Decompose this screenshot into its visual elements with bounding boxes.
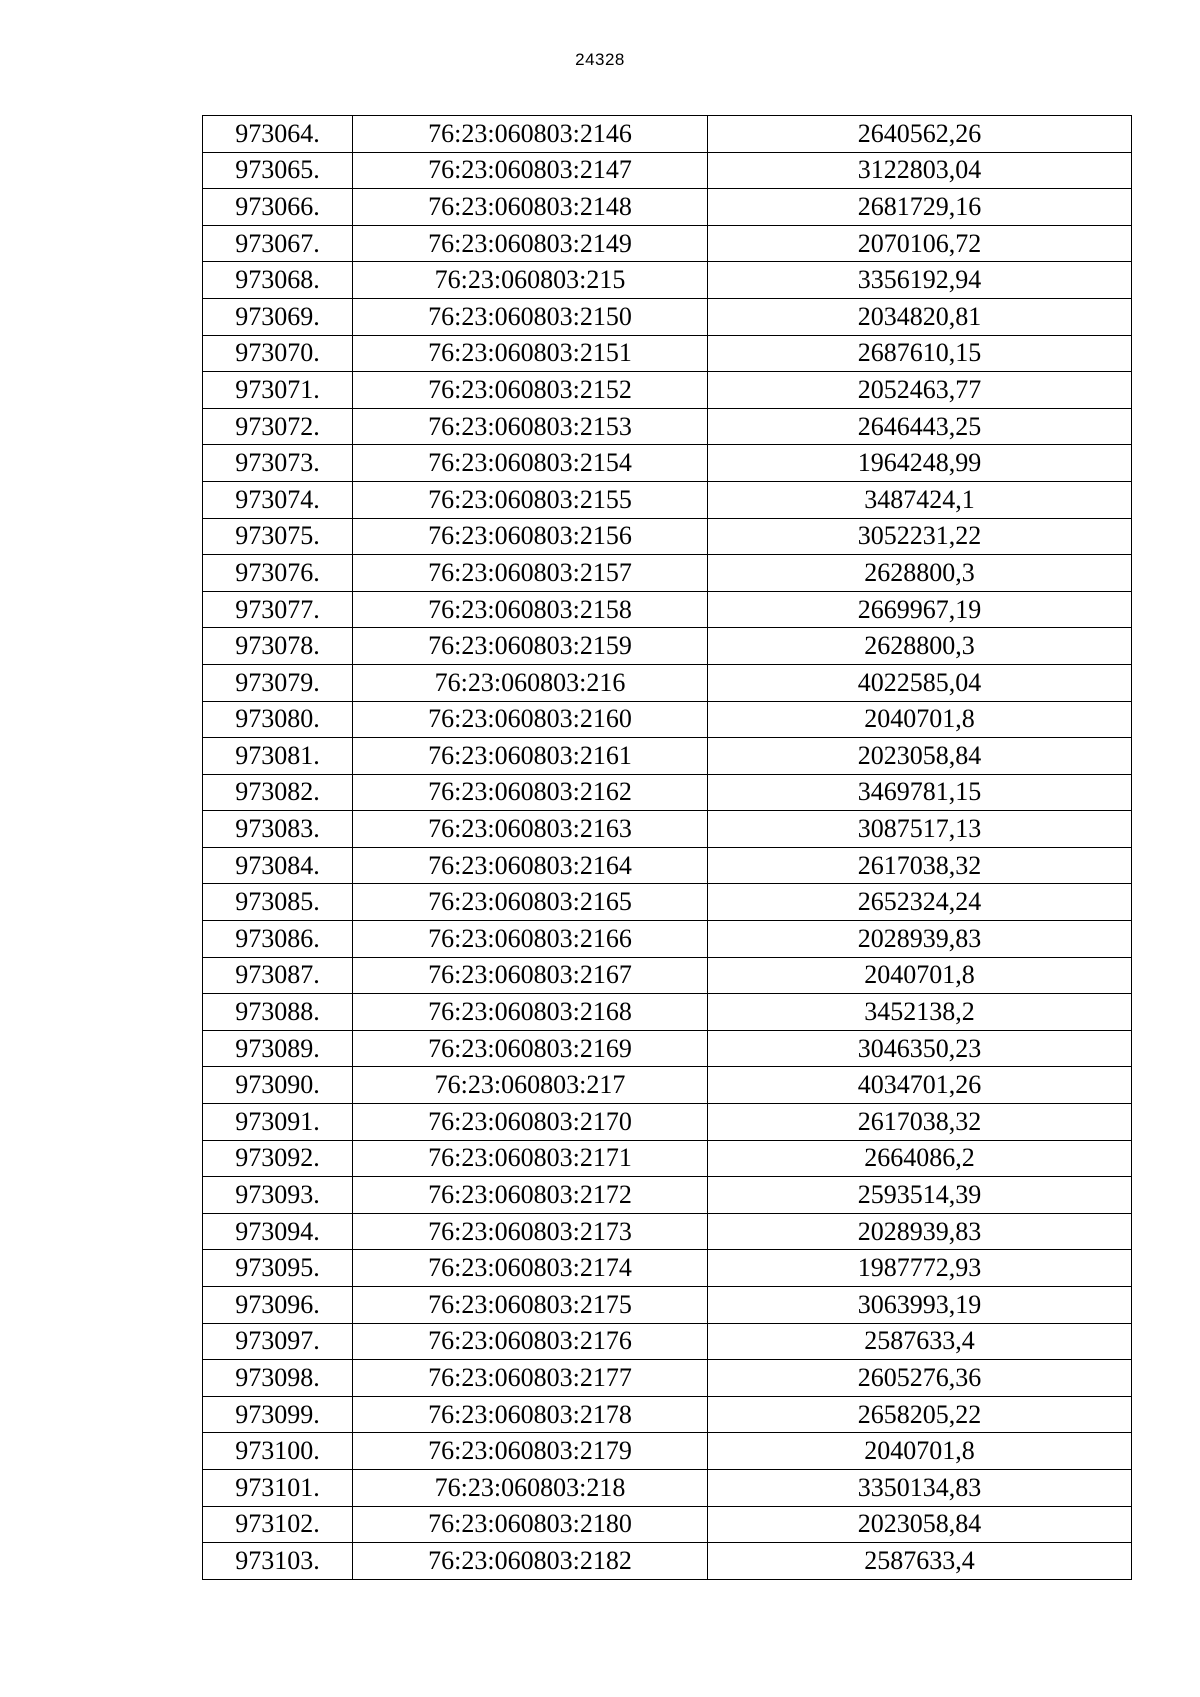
cadastral-number-cell: 76:23:060803:2166	[353, 921, 708, 958]
row-number-cell: 973097.	[203, 1323, 353, 1360]
cadastral-number-cell: 76:23:060803:2160	[353, 701, 708, 738]
cadastral-value-cell: 2070106,72	[708, 225, 1132, 262]
cadastral-number-cell: 76:23:060803:2157	[353, 555, 708, 592]
table-row	[203, 1287, 1132, 1324]
row-number-cell: 973080.	[203, 701, 353, 738]
table-row	[203, 262, 1132, 299]
row-number-cell: 973095.	[203, 1250, 353, 1287]
row-number-cell: 973082.	[203, 774, 353, 811]
row-number-cell: 973088.	[203, 994, 353, 1031]
table-row	[203, 1140, 1132, 1177]
table-row	[203, 884, 1132, 921]
cadastral-value-cell: 2646443,25	[708, 408, 1132, 445]
table-row	[203, 591, 1132, 628]
cadastral-value-cell: 2034820,81	[708, 298, 1132, 335]
row-number-cell: 973064.	[203, 116, 353, 153]
cadastral-value-cell: 2028939,83	[708, 921, 1132, 958]
row-number-cell: 973096.	[203, 1287, 353, 1324]
cadastral-value-cell: 2640562,26	[708, 116, 1132, 153]
cadastral-number-cell: 76:23:060803:2149	[353, 225, 708, 262]
row-number-cell: 973081.	[203, 738, 353, 775]
cadastral-number-cell: 76:23:060803:2159	[353, 628, 708, 665]
row-number-cell: 973089.	[203, 1030, 353, 1067]
cadastral-number-cell: 76:23:060803:2165	[353, 884, 708, 921]
table-row	[203, 555, 1132, 592]
cadastral-value-cell: 3052231,22	[708, 518, 1132, 555]
row-number-cell: 973066.	[203, 189, 353, 226]
cadastral-value-cell: 2028939,83	[708, 1213, 1132, 1250]
cadastral-number-cell: 76:23:060803:2146	[353, 116, 708, 153]
cadastral-value-cell: 4034701,26	[708, 1067, 1132, 1104]
cadastral-value-cell: 3487424,1	[708, 481, 1132, 518]
table-row	[203, 1433, 1132, 1470]
cadastral-value-cell: 2605276,36	[708, 1360, 1132, 1397]
cadastral-value-cell: 2652324,24	[708, 884, 1132, 921]
row-number-cell: 973092.	[203, 1140, 353, 1177]
cadastral-value-cell: 2052463,77	[708, 372, 1132, 409]
cadastral-value-cell: 2628800,3	[708, 555, 1132, 592]
row-number-cell: 973093.	[203, 1177, 353, 1214]
table-row	[203, 152, 1132, 189]
table-row	[203, 445, 1132, 482]
cadastral-value-cell: 2587633,4	[708, 1543, 1132, 1580]
cadastral-value-cell: 2658205,22	[708, 1396, 1132, 1433]
cadastral-number-cell: 76:23:060803:2156	[353, 518, 708, 555]
cadastral-number-cell: 76:23:060803:2176	[353, 1323, 708, 1360]
cadastral-value-cell: 1964248,99	[708, 445, 1132, 482]
cadastral-value-cell: 2669967,19	[708, 591, 1132, 628]
cadastral-value-cell: 3122803,04	[708, 152, 1132, 189]
table-row	[203, 298, 1132, 335]
row-number-cell: 973100.	[203, 1433, 353, 1470]
cadastral-number-cell: 76:23:060803:2173	[353, 1213, 708, 1250]
table-row	[203, 811, 1132, 848]
table-row	[203, 1360, 1132, 1397]
cadastral-number-cell: 76:23:060803:2152	[353, 372, 708, 409]
table-row	[203, 335, 1132, 372]
table-row	[203, 372, 1132, 409]
row-number-cell: 973073.	[203, 445, 353, 482]
cadastral-number-cell: 76:23:060803:2168	[353, 994, 708, 1031]
row-number-cell: 973076.	[203, 555, 353, 592]
cadastral-number-cell: 76:23:060803:2150	[353, 298, 708, 335]
cadastral-number-cell: 76:23:060803:2147	[353, 152, 708, 189]
table-row	[203, 189, 1132, 226]
row-number-cell: 973068.	[203, 262, 353, 299]
cadastral-number-cell: 76:23:060803:218	[353, 1469, 708, 1506]
table-row	[203, 628, 1132, 665]
table-row	[203, 1506, 1132, 1543]
row-number-cell: 973098.	[203, 1360, 353, 1397]
table-row	[203, 1213, 1132, 1250]
cadastral-value-cell: 2593514,39	[708, 1177, 1132, 1214]
row-number-cell: 973077.	[203, 591, 353, 628]
table-row	[203, 1104, 1132, 1141]
cadastral-number-cell: 76:23:060803:2182	[353, 1543, 708, 1580]
cadastral-number-cell: 76:23:060803:2179	[353, 1433, 708, 1470]
cadastral-value-cell: 2023058,84	[708, 1506, 1132, 1543]
table-row	[203, 921, 1132, 958]
cadastral-number-cell: 76:23:060803:2154	[353, 445, 708, 482]
cadastral-value-cell: 2617038,32	[708, 1104, 1132, 1141]
cadastral-value-cell: 2023058,84	[708, 738, 1132, 775]
row-number-cell: 973101.	[203, 1469, 353, 1506]
cadastral-number-cell: 76:23:060803:2180	[353, 1506, 708, 1543]
cadastral-number-cell: 76:23:060803:2148	[353, 189, 708, 226]
cadastral-number-cell: 76:23:060803:2175	[353, 1287, 708, 1324]
cadastral-value-cell: 3087517,13	[708, 811, 1132, 848]
table-row	[203, 1250, 1132, 1287]
table-row	[203, 1323, 1132, 1360]
cadastral-number-cell: 76:23:060803:2151	[353, 335, 708, 372]
row-number-cell: 973091.	[203, 1104, 353, 1141]
cadastral-number-cell: 76:23:060803:2172	[353, 1177, 708, 1214]
table-row	[203, 1396, 1132, 1433]
cadastral-number-cell: 76:23:060803:216	[353, 664, 708, 701]
cadastral-value-cell: 2040701,8	[708, 1433, 1132, 1470]
row-number-cell: 973103.	[203, 1543, 353, 1580]
table-row	[203, 738, 1132, 775]
table-row	[203, 518, 1132, 555]
row-number-cell: 973083.	[203, 811, 353, 848]
cadastral-number-cell: 76:23:060803:2155	[353, 481, 708, 518]
row-number-cell: 973090.	[203, 1067, 353, 1104]
table-row	[203, 1543, 1132, 1580]
cadastral-value-cell: 2587633,4	[708, 1323, 1132, 1360]
cadastral-number-cell: 76:23:060803:2177	[353, 1360, 708, 1397]
row-number-cell: 973070.	[203, 335, 353, 372]
row-number-cell: 973067.	[203, 225, 353, 262]
cadastral-value-cell: 2628800,3	[708, 628, 1132, 665]
table-row	[203, 408, 1132, 445]
cadastral-number-cell: 76:23:060803:2169	[353, 1030, 708, 1067]
cadastral-value-cell: 4022585,04	[708, 664, 1132, 701]
cadastral-number-cell: 76:23:060803:215	[353, 262, 708, 299]
cadastral-value-cell: 3452138,2	[708, 994, 1132, 1031]
row-number-cell: 973069.	[203, 298, 353, 335]
table-row	[203, 664, 1132, 701]
cadastral-number-cell: 76:23:060803:2162	[353, 774, 708, 811]
cadastral-number-cell: 76:23:060803:2161	[353, 738, 708, 775]
row-number-cell: 973094.	[203, 1213, 353, 1250]
table-body	[203, 116, 1132, 1580]
cadastral-number-cell: 76:23:060803:2164	[353, 847, 708, 884]
cadastral-value-cell: 3063993,19	[708, 1287, 1132, 1324]
cadastral-value-cell: 3350134,83	[708, 1469, 1132, 1506]
row-number-cell: 973071.	[203, 372, 353, 409]
cadastral-number-cell: 76:23:060803:217	[353, 1067, 708, 1104]
cadastral-number-cell: 76:23:060803:2171	[353, 1140, 708, 1177]
row-number-cell: 973075.	[203, 518, 353, 555]
cadastral-value-cell: 2664086,2	[708, 1140, 1132, 1177]
table-row	[203, 225, 1132, 262]
table-row	[203, 481, 1132, 518]
row-number-cell: 973079.	[203, 664, 353, 701]
table-row	[203, 701, 1132, 738]
cadastral-value-cell: 2681729,16	[708, 189, 1132, 226]
cadastral-value-cell: 2687610,15	[708, 335, 1132, 372]
row-number-cell: 973102.	[203, 1506, 353, 1543]
cadastral-number-cell: 76:23:060803:2163	[353, 811, 708, 848]
cadastral-value-cell: 1987772,93	[708, 1250, 1132, 1287]
cadastral-value-cell: 2040701,8	[708, 701, 1132, 738]
cadastral-value-cell: 2617038,32	[708, 847, 1132, 884]
row-number-cell: 973074.	[203, 481, 353, 518]
row-number-cell: 973085.	[203, 884, 353, 921]
cadastral-number-cell: 76:23:060803:2174	[353, 1250, 708, 1287]
cadastral-number-cell: 76:23:060803:2178	[353, 1396, 708, 1433]
table-row	[203, 1067, 1132, 1104]
table-row	[203, 1469, 1132, 1506]
cadastral-number-cell: 76:23:060803:2170	[353, 1104, 708, 1141]
table-row	[203, 1030, 1132, 1067]
cadastral-value-cell: 2040701,8	[708, 957, 1132, 994]
row-number-cell: 973086.	[203, 921, 353, 958]
row-number-cell: 973065.	[203, 152, 353, 189]
row-number-cell: 973099.	[203, 1396, 353, 1433]
table-row	[203, 116, 1132, 153]
cadastral-number-cell: 76:23:060803:2153	[353, 408, 708, 445]
cadastral-value-table	[202, 115, 1132, 1580]
cadastral-number-cell: 76:23:060803:2167	[353, 957, 708, 994]
row-number-cell: 973078.	[203, 628, 353, 665]
table-row	[203, 774, 1132, 811]
cadastral-value-cell: 3469781,15	[708, 774, 1132, 811]
row-number-cell: 973072.	[203, 408, 353, 445]
cadastral-value-cell: 3356192,94	[708, 262, 1132, 299]
table-row	[203, 994, 1132, 1031]
cadastral-number-cell: 76:23:060803:2158	[353, 591, 708, 628]
table-row	[203, 847, 1132, 884]
row-number-cell: 973084.	[203, 847, 353, 884]
page-number: 24328	[575, 50, 625, 69]
cadastral-value-cell: 3046350,23	[708, 1030, 1132, 1067]
row-number-cell: 973087.	[203, 957, 353, 994]
table-row	[203, 957, 1132, 994]
table-row	[203, 1177, 1132, 1214]
